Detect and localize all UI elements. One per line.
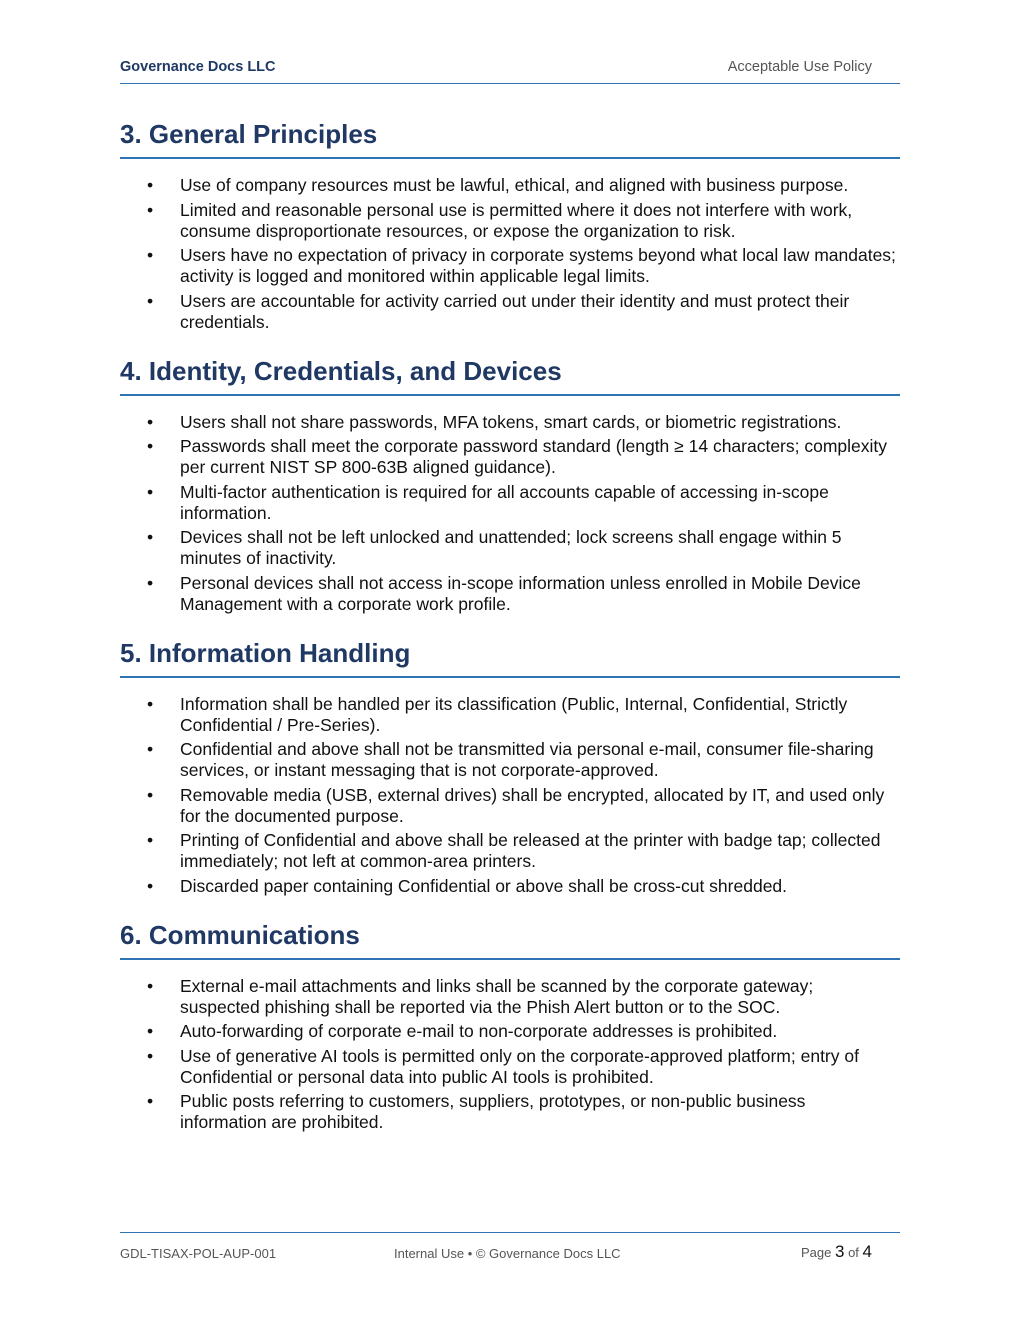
page-header — [120, 59, 900, 84]
bullet-icon: • — [147, 739, 154, 759]
bullet-icon: • — [147, 1091, 154, 1111]
section-heading: 6. Communications — [120, 917, 900, 960]
bullet-icon: • — [147, 875, 154, 896]
bullet-icon: • — [147, 784, 154, 805]
list-item-text: Users are accountable for activity carried out under their identity and must protect their credentials. — [180, 290, 850, 332]
bullet-icon: • — [147, 245, 154, 265]
bullet-icon: • — [147, 572, 154, 593]
page-label: Page — [800, 1245, 832, 1260]
list-item — [120, 527, 900, 569]
list-item — [120, 482, 900, 524]
company-name: Governance Docs LLC — [120, 59, 276, 75]
document-title: Acceptable Use Policy — [727, 59, 872, 75]
bullet-icon: • — [147, 199, 154, 220]
list-item-text: Multi-factor authentication is required for all accounts capable of accessing in-scope information. — [180, 481, 829, 523]
bullet-icon: • — [147, 411, 154, 432]
list-item — [120, 412, 900, 433]
list-item — [120, 1046, 900, 1088]
page-footer — [120, 1232, 900, 1273]
page-of: of — [848, 1245, 859, 1260]
section-heading: 4. Identity, Credentials, and Devices — [120, 353, 900, 396]
bullet-icon: • — [147, 830, 154, 850]
list-item-text: Discarded paper containing Confidential or above shall be cross-cut shredded. — [180, 875, 788, 896]
page-total: 4 — [862, 1242, 872, 1261]
list-item — [120, 830, 900, 872]
document-body — [120, 116, 900, 1153]
list-item-text: Removable media (USB, external drives) shall be encrypted, allocated by IT, and used only for the documented purpose. — [180, 784, 885, 826]
list-item — [120, 245, 900, 287]
list-item — [120, 200, 900, 242]
policy-section — [120, 116, 900, 333]
bullet-icon: • — [147, 1045, 154, 1066]
list-item — [120, 976, 900, 1018]
list-item-text: Auto-forwarding of corporate e-mail to non-corporate addresses is prohibited. — [180, 1021, 778, 1041]
list-item-text: Passwords shall meet the corporate password standard (length ≥ 14 characters; complexity per current NIST SP 800-63B aligned guidance). — [180, 436, 888, 477]
list-item-text: Printing of Confidential and above shall be released at the printer with badge tap; collected immediately; not left at common-area printers. — [180, 830, 881, 871]
list-item — [120, 1021, 900, 1042]
bullet-icon: • — [147, 527, 154, 547]
bullet-icon: • — [147, 290, 154, 311]
section-heading: 3. General Principles — [120, 116, 900, 159]
bullet-icon: • — [147, 975, 154, 996]
list-item — [120, 1091, 900, 1133]
bullet-list — [120, 412, 900, 615]
list-item-text: Information shall be handled per its classification (Public, Internal, Confidential, Strictly Confidential / Pre-Series). — [180, 693, 848, 735]
list-item — [120, 436, 900, 478]
list-item — [120, 291, 900, 333]
list-item-text: Limited and reasonable personal use is permitted where it does not interfere with work, consume disproportionate resources, or expose the organization to risk. — [180, 199, 853, 241]
section-heading: 5. Information Handling — [120, 635, 900, 678]
list-item — [120, 876, 900, 897]
footer-classification: Internal Use • © Governance Docs LLC — [394, 1246, 621, 1261]
document-id: GDL-TISAX-POL-AUP-001 — [120, 1246, 277, 1261]
bullet-list — [120, 976, 900, 1134]
bullet-list — [120, 694, 900, 897]
bullet-list — [120, 175, 900, 333]
bullet-icon: • — [147, 436, 154, 456]
policy-section — [120, 353, 900, 615]
page-current: 3 — [834, 1242, 845, 1261]
list-item-text: Use of company resources must be lawful, ethical, and aligned with business purpose. — [180, 175, 849, 195]
list-item-text: Confidential and above shall not be transmitted via personal e-mail, consumer file-sharing services, or instant messaging that is not corporate-approved. — [180, 739, 874, 780]
bullet-icon: • — [147, 175, 154, 195]
list-item — [120, 175, 900, 196]
list-item — [120, 785, 900, 827]
list-item-text: Users have no expectation of privacy in corporate systems beyond what local law mandates; activity is logged and monitored within applicable legal limits. — [180, 245, 896, 286]
bullet-icon: • — [147, 481, 154, 502]
list-item — [120, 573, 900, 615]
policy-section — [120, 917, 900, 1134]
bullet-icon: • — [147, 693, 154, 714]
list-item — [120, 694, 900, 736]
bullet-icon: • — [147, 1021, 154, 1041]
list-item-text: Devices shall not be left unlocked and unattended; lock screens shall engage within 5 minutes of inactivity. — [180, 527, 842, 568]
list-item-text: Use of generative AI tools is permitted only on the corporate-approved platform; entry of Confidential or personal data into public AI tools is prohibited. — [180, 1045, 859, 1087]
list-item-text: External e-mail attachments and links shall be scanned by the corporate gateway; suspected phishing shall be reported via the Phish Alert button or to the SOC. — [180, 975, 814, 1017]
policy-section — [120, 635, 900, 897]
list-item-text: Public posts referring to customers, suppliers, prototypes, or non-public business information are prohibited. — [180, 1091, 806, 1132]
list-item-text: Personal devices shall not access in-scope information unless enrolled in Mobile Device Management with a corporate work profile. — [180, 572, 861, 614]
page-number — [801, 1242, 872, 1262]
list-item-text: Users shall not share passwords, MFA tokens, smart cards, or biometric registrations. — [180, 411, 842, 432]
list-item — [120, 739, 900, 781]
